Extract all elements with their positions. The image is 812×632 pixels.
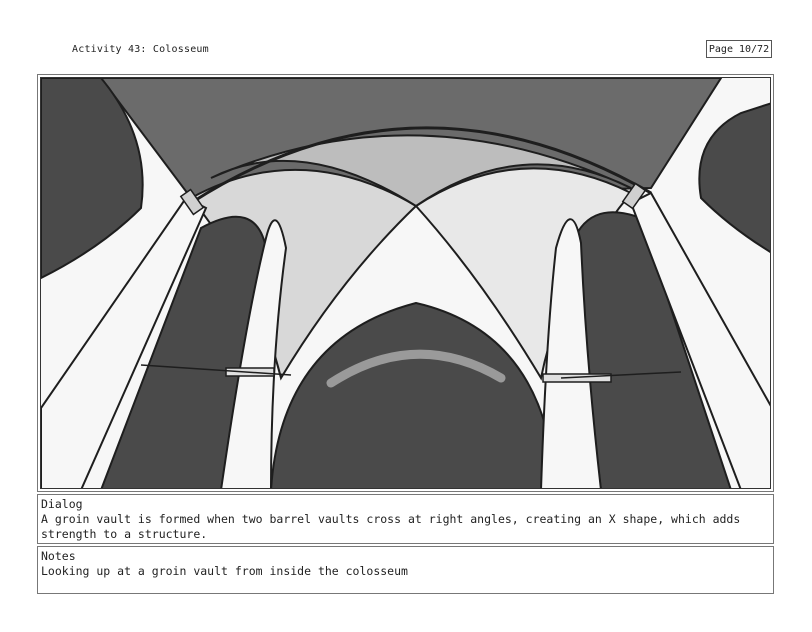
page-number-box: Page 10/72 [706,40,772,58]
notes-label: Notes [41,549,76,563]
dialog-box [37,494,774,544]
groin-vault-sketch [41,78,771,489]
dialog-text: A groin vault is formed when two barrel vaults cross at right angles, creating an X shape, which adds strength to a structure. [41,512,741,541]
dialog-label: Dialog [41,497,83,511]
storyboard-panel [40,77,771,489]
storyboard-title: Activity 43: Colosseum [72,44,209,55]
notes-box [37,546,774,594]
notes-text: Looking up at a groin vault from inside the colosseum [41,564,408,578]
